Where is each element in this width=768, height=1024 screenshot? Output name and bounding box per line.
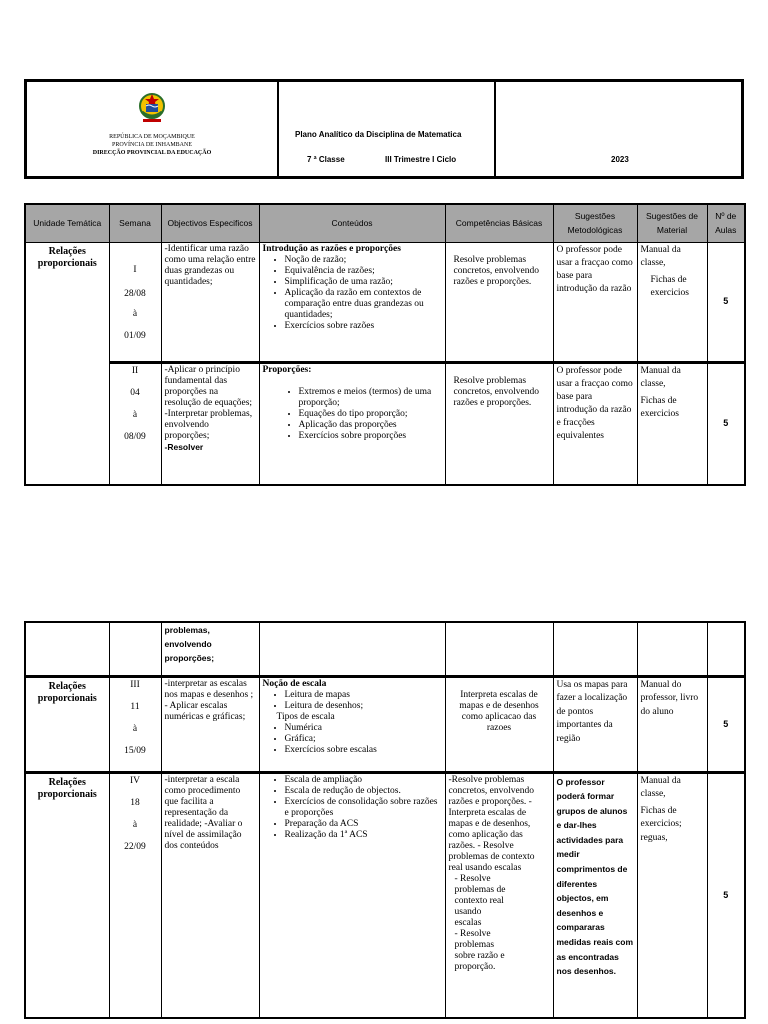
week-number: II [131,365,139,376]
contents-cell [259,676,445,772]
table-row [25,362,745,485]
institution-cell [27,82,279,176]
unit-cell [25,622,109,676]
material-line: Fichas de exercicios [650,274,690,298]
week-separator: à [132,723,138,734]
table-row [25,622,745,676]
material-cell [637,362,707,485]
plan-title-cell [279,82,496,176]
col-unit: Unidade Temática [25,204,109,242]
week-cell [109,676,161,772]
institution-line-3: DIRECÇÃO PROVINCIAL DA EDUCAÇÃO [92,150,212,156]
list-item: • Leitura de mapas [285,690,442,701]
contents-list [263,775,442,841]
list-item: • Aplicação das proporções [299,420,442,431]
competences-indented [449,874,550,973]
unit-cell: Relações proporcionais [25,676,109,772]
col-methodology: Sugestões Metodológicas [553,204,637,242]
lessons-cell: 5 [707,676,745,772]
table-row [25,772,745,1018]
methodology-cell: O professor poderá formar grupos de alunos e dar-lhes actividades para medir comprimentos de diferentes objectos, em desenhos e compararas medidas reais com as encontradas nos desenhos. [553,772,637,1018]
list-item: • Extremos e meios (termos) de uma proporção; [299,387,442,409]
col-material: Sugestões de Material [637,204,707,242]
objectives-cell: -interpretar a escala como procedimento que facilita a representação da realidade; -Avaliar o nível de assimilação dos conteúdos [161,772,259,1018]
list-item: • Exercícios sobre escalas [285,745,442,756]
competences-line: sobre razão e [454,950,505,961]
material-cell [637,242,707,362]
lessons-cell [707,622,745,676]
continuation-line: proporções; [164,653,215,663]
list-item: • Noção de razão; [285,255,442,266]
competences-text: -Resolve problemas concretos, envolvendo razões e proporções. -Interpreta escalas de mapas e de desenhos, como aplicação das razões. - Resolve problemas de contexto real usando escalas [448,774,535,873]
week-cell [109,622,161,676]
grade-label: 7 ª Classe [307,155,345,164]
contents-list [263,387,442,442]
year-label: 2023 [611,155,629,164]
contents-subtitle: Tipos de escala [276,711,335,722]
col-competences: Competências Básicas [445,204,553,242]
competences-line: usando [454,906,482,917]
list-item: • Realização da 1ª ACS [285,830,442,841]
list-item: • Aplicação da razão em contextos de comparação entre duas grandezas ou quantidades; [285,288,442,321]
competences-line: problemas [454,939,495,950]
table-header-row [25,204,745,242]
week-cell [109,362,161,485]
objectives-cell [161,362,259,485]
material-cell [637,622,707,676]
contents-title: Noção de escala [262,678,327,689]
contents-list [263,723,442,756]
week-end: 08/09 [124,431,146,442]
contents-title: Introdução as razões e proporções [262,243,401,254]
week-separator: à [132,308,138,319]
competences-cell [445,772,553,1018]
year-cell [496,82,741,176]
week-start: 28/08 [124,288,146,299]
coat-of-arms-icon [136,90,168,124]
institution-line-2: PROVÍNCIA DE INHAMBANE [111,142,192,148]
week-end: 15/09 [124,745,146,756]
list-item: • Equivalência de razões; [285,266,442,277]
competences-cell: Resolve problemas concretos, envolvendo razões e proporções. [445,242,553,362]
list-item: • Numérica [285,723,442,734]
week-separator: à [132,819,138,830]
lessons-cell: 5 [707,362,745,485]
material-cell [637,772,707,1018]
contents-cell [259,362,445,485]
week-start: 18 [130,797,140,808]
list-item: • Exercícios sobre proporções [299,431,442,442]
list-item: • Preparação da ACS [285,819,442,830]
methodology-cell: O professor pode usar a fracçao como base para introdução da razão [553,242,637,362]
table-row [25,242,745,362]
list-item: • Leitura de desenhos; [285,701,442,712]
term-label: III Trimestre I Ciclo [385,155,457,164]
contents-title: Proporções: [262,364,312,375]
objectives-cell: -interpretar as escalas nos mapas e desenhos ; - Aplicar escalas numéricas e gráficas; [161,676,259,772]
material-line: Fichas de exercicios [640,395,680,419]
material-cell: Manual do professor, livro do aluno [637,676,707,772]
col-contents: Conteúdos [259,204,445,242]
competences-cell: Resolve problemas concretos, envolvendo razões e proporções. [445,362,553,485]
week-separator: à [132,409,138,420]
material-line: Manual da classe, [640,775,681,799]
list-item: • Escala de redução de objectos. [285,786,442,797]
contents-cell [259,622,445,676]
week-number: III [130,679,140,690]
week-number: I [133,264,137,275]
continuation-line: problemas, [164,625,210,635]
methodology-cell: Usa os mapas para fazer a localização de pontos importantes da região [553,676,637,772]
col-lessons: Nº de Aulas [707,204,745,242]
col-objectives: Objectivos Especificos [161,204,259,242]
list-item: • Exercícios sobre razões [285,321,442,332]
competences-line: proporção. [454,961,496,972]
material-line: Manual da classe, [640,365,681,389]
lessons-cell: 5 [707,242,745,362]
competences-line: - Resolve [454,873,491,884]
contents-list [263,690,442,712]
competences-cell [445,622,553,676]
plan-table-page-2 [24,621,746,1019]
table-row [25,676,745,772]
institution-line-1: REPÚBLICA DE MOÇAMBIQUE [109,134,195,140]
lessons-cell: 5 [707,772,745,1018]
document-header [24,79,744,179]
material-line: Fichas de exercicios; [640,805,682,829]
week-cell [109,242,161,362]
continuation-line: envolvendo [164,639,212,649]
list-item: • Gráfica; [285,734,442,745]
list-item: • Exercícios de consolidação sobre razões e proporções [285,797,442,819]
objectives-text: -Aplicar o princípio fundamental das proporções na resolução de equações; -Interpretar problemas, envolvendo proporções; [164,364,253,441]
list-item: • Escala de ampliação [285,775,442,786]
unit-cell: Relações proporcionais [25,242,109,485]
contents-cell [259,772,445,1018]
competences-line: problemas de [454,884,506,895]
list-item: • Equações do tipo proporção; [299,409,442,420]
competences-line: escalas [454,917,482,928]
contents-list [263,255,442,332]
col-week: Semana [109,204,161,242]
week-start: 04 [130,387,140,398]
week-end: 22/09 [124,841,146,852]
week-number: IV [129,775,141,786]
week-end: 01/09 [124,330,146,341]
week-start: 11 [130,701,140,712]
methodology-cell: O professor pode usar a fracçao como base para introdução da razão e fracções equivalentes [553,362,637,485]
competences-cell: Interpreta escalas de mapas e de desenhos como aplicacao das razoes [445,676,553,772]
competences-line: contexto real [454,895,504,906]
objectives-continuation-cell [161,622,259,676]
list-item: • Simplificação de uma razão; [285,277,442,288]
unit-cell: Relações proporcionais [25,772,109,1018]
plan-table-page-1 [24,203,746,486]
objectives-tail: -Resolver [164,441,204,452]
material-line: reguas, [640,832,668,843]
methodology-cell [553,622,637,676]
contents-cell [259,242,445,362]
plan-title: Plano Analítico da Disciplina de Matematica [295,130,462,139]
week-cell [109,772,161,1018]
material-line: Manual da classe, [640,244,681,268]
objectives-cell: -Identificar uma razão como uma relação entre duas grandezas ou quantidades; [161,242,259,362]
competences-line: - Resolve [454,928,491,939]
